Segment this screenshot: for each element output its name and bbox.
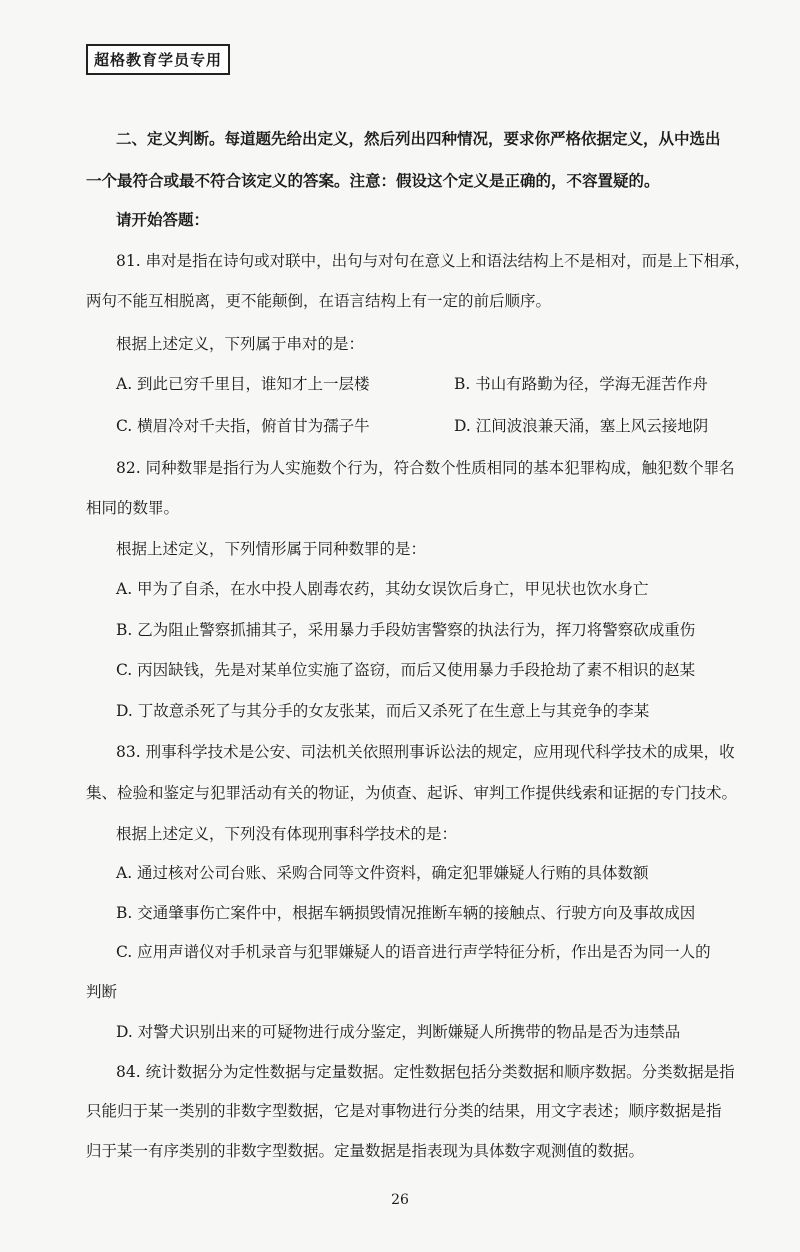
stamp-label: 超格教育学员专用	[86, 44, 230, 75]
q82-option-d: D. 丁故意杀死了与其分手的女友张某，而后又杀死了在生意上与其竞争的李某	[116, 702, 650, 720]
q82-prompt: 根据上述定义，下列情形属于同种数罪的是：	[116, 540, 427, 558]
q81-option-b: B. 书山有路勤为径，学海无涯苦作舟	[454, 375, 708, 393]
q83-option-a: A. 通过核对公司台账、采购合同等文件资料，确定犯罪嫌疑人行贿的具体数额	[116, 864, 649, 882]
q82-option-c: C. 丙因缺钱，先是对某单位实施了盗窃，而后又使用暴力手段抢劫了素不相识的赵某	[116, 661, 696, 679]
q81-line-2: 两句不能互相脱离，更不能颠倒，在语言结构上有一定的前后顺序。	[86, 292, 552, 310]
q83-option-d: D. 对警犬识别出来的可疑物进行成分鉴定，判断嫌疑人所携带的物品是否为违禁品	[116, 1023, 681, 1041]
q83-option-c-line-2: 判断	[86, 983, 118, 1001]
q81-option-a: A. 到此已穷千里目，谁知才上一层楼	[116, 375, 370, 393]
q83-prompt: 根据上述定义，下列没有体现刑事科学技术的是：	[116, 825, 458, 843]
page-number: 26	[391, 1192, 409, 1208]
q84-line-2: 只能归于某一类别的非数字型数据，它是对事物进行分类的结果，用文字表述；顺序数据是指	[86, 1102, 722, 1120]
section-intro-line-2: 一个最符合或最不符合该定义的答案。注意：假设这个定义是正确的，不容置疑的。	[86, 172, 660, 190]
q82-line-1: 82. 同种数罪是指行为人实施数个行为，符合数个性质相同的基本犯罪构成，触犯数个罪名	[116, 459, 735, 477]
q81-line-1: 81. 串对是指在诗句或对联中，出句与对句在意义上和语法结构上不是相对，而是上下相承，	[116, 252, 751, 270]
q82-option-b: B. 乙为阻止警察抓捕其子，采用暴力手段妨害警察的执法行为，挥刀将警察砍成重伤	[116, 621, 696, 639]
q82-option-a: A. 甲为了自杀，在水中投人剧毒农药，其幼女误饮后身亡，甲见状也饮水身亡	[116, 580, 649, 598]
start-instruction: 请开始答题：	[116, 211, 210, 229]
q82-line-2: 相同的数罪。	[86, 499, 180, 517]
q81-prompt: 根据上述定义，下列属于串对的是：	[116, 335, 365, 353]
q81-option-c: C. 横眉冷对千夫指，俯首甘为孺子牛	[116, 417, 370, 435]
q83-line-1: 83. 刑事科学技术是公安、司法机关依照刑事诉讼法的规定，应用现代科学技术的成果，收	[116, 743, 735, 761]
q84-line-3: 归于某一有序类别的非数字型数据。定量数据是指表现为具体数字观测值的数据。	[86, 1142, 645, 1160]
q83-option-b: B. 交通肇事伤亡案件中，根据车辆损毁情况推断车辆的接触点、行驶方向及事故成因	[116, 904, 696, 922]
q83-option-c-line-1: C. 应用声谱仪对手机录音与犯罪嫌疑人的语音进行声学特征分析，作出是否为同一人的	[116, 943, 711, 961]
q84-line-1: 84. 统计数据分为定性数据与定量数据。定性数据包括分类数据和顺序数据。分类数据是指	[116, 1063, 735, 1081]
q83-line-2: 集、检验和鉴定与犯罪活动有关的物证，为侦查、起诉、审判工作提供线索和证据的专门技术。	[86, 784, 738, 802]
q81-option-d: D. 江间波浪兼天涌，塞上风云接地阴	[454, 417, 709, 435]
section-intro-line-1: 二、定义判断。每道题先给出定义，然后列出四种情况，要求你严格依据定义，从中选出	[116, 130, 721, 148]
